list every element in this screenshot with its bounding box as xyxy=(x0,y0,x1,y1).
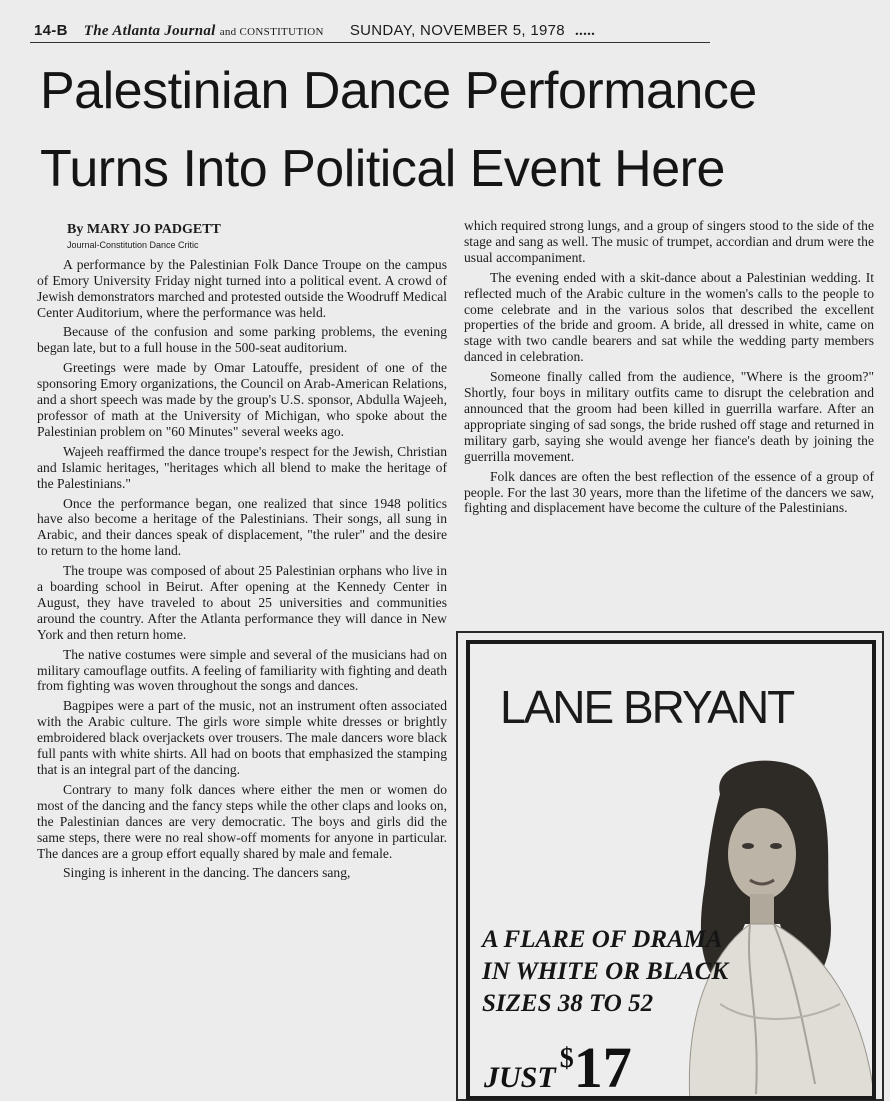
ad-tagline-2: IN WHITE OR BLACK xyxy=(482,958,729,985)
price-currency: $ xyxy=(559,1043,574,1074)
paragraph: Bagpipes were a part of the music, not an instrument often associated with the Arabic culture. The girls wore simple white dresses or brightly embroidered black overjackets over trousers. The male dancers wore black full pants with white shirts. All had on boots that emphasized the stamping that is an integral part of the dancing. xyxy=(37,698,447,777)
ad-brand: LANE BRYANT xyxy=(500,681,794,733)
advertisement xyxy=(466,640,876,1100)
price-amount: 17 xyxy=(573,1035,632,1100)
ad-tagline-1: A FLARE OF DRAMA xyxy=(482,926,723,953)
paragraph: The evening ended with a skit-dance about a Palestinian wedding. It reflected much of the Arabic culture in the women's calls to the people to come celebrate and in the various solos that described the excellent properties of the bride and groom. A bride, all dressed in white, came on stage with two candle bearers and sat while the wedding party members danced in celebration. xyxy=(464,269,874,365)
ad-price xyxy=(484,1034,632,1100)
paragraph: Because of the confusion and some parking problems, the evening began late, but to a full house in the 500-seat auditorium. xyxy=(37,324,447,356)
paragraph: The native costumes were simple and several of the musicians had on military camouflage outfits. A feeling of familiarity with fighting and death from fighting was woven throughout the songs and dances. xyxy=(37,646,447,694)
byline: By MARY JO PADGETT xyxy=(67,222,221,237)
page-number: 14-B xyxy=(34,22,68,39)
headline-line-1: Palestinian Dance Performance xyxy=(40,62,757,120)
article-column-2 xyxy=(464,218,874,520)
masthead-dots: ..... xyxy=(574,23,596,39)
paragraph: Someone finally called from the audience, "Where is the groom?" Shortly, four boys in military outfits came to disrupt the celebration and announced that the groom had been killed in guerrilla warfare. After an appropriate singing of sad songs, the bride rushed off stage and returned in military garb, saying she would avenge her fiance's death by joining the guerrilla movement. xyxy=(464,369,874,464)
paragraph: Wajeeh reaffirmed the dance troupe's respect for the Jewish, Christian and Islamic heritages, "heritages which all blend to make the heritage of the Palestinians." xyxy=(37,443,447,491)
newspaper-name-suffix: and CONSTITUTION xyxy=(219,26,324,38)
headline-line-2: Turns Into Political Event Here xyxy=(40,140,725,198)
paragraph: Singing is inherent in the dancing. The dancers sang, xyxy=(63,865,351,881)
byline-role: Journal-Constitution Dance Critic xyxy=(67,239,199,250)
headline xyxy=(40,52,870,208)
issue-date: SUNDAY, NOVEMBER 5, 1978 xyxy=(349,22,565,39)
paragraph: Contrary to many folk dances where either the men or women do most of the dancing and the fancy steps while the other claps and looks on, the Palestinian dances are very democratic. The boys and girls did the same steps, there were no real show-off moments for anyone in particular. The dances are a group effort equally shared by male and female. xyxy=(37,781,447,861)
paragraph: A performance by the Palestinian Folk Dance Troupe on the campus of Emory University Friday night turned into a political event. A crowd of Jewish demonstrators marched and protested outside the Woodruff Medical Center Auditorium, where the performance was held. xyxy=(37,256,447,320)
paragraph: Folk dances are often the best reflection of the essence of a group of people. For the last 30 years, more than the lifetime of the dancers we saw, fighting and displacement have become the culture of the Palestinians. xyxy=(464,468,874,516)
ad-tagline-3: SIZES 38 TO 52 xyxy=(482,990,654,1017)
article-column-1 xyxy=(37,222,447,885)
paragraph: which required strong lungs, and a group of singers stood to the side of the stage and sang as well. The music of trumpet, accordian and drum were the usual accompaniment. xyxy=(464,218,874,265)
newspaper-name: The Atlanta Journal xyxy=(83,23,216,39)
masthead-rule xyxy=(30,42,710,43)
paragraph: Once the performance began, one realized that since 1948 politics have also become a heritage of the Palestinians. Their songs, all sung in Arabic, and their dances speak of displacement, "the ruler" and the desire to return to the home land. xyxy=(37,495,447,559)
price-prefix: JUST xyxy=(484,1061,556,1094)
paragraph: The troupe was composed of about 25 Palestinian orphans who live in a boarding school in Beirut. After opening at the Kennedy Center in August, they have traveled to about 25 universities and communities around the country. After the Atlanta performance they will dance in New York and then return home. xyxy=(37,563,447,642)
paragraph: Greetings were made by Omar Latouffe, president of one of the sponsoring Emory organizations, the Council on Arab-American Relations, and a short speech was made by the group's U.S. sponsor, Abdulla Wajeeh, professor of math at the University of Michigan, who spoke about the Palestinian problem on "60 Minutes" several weeks ago. xyxy=(37,360,447,439)
